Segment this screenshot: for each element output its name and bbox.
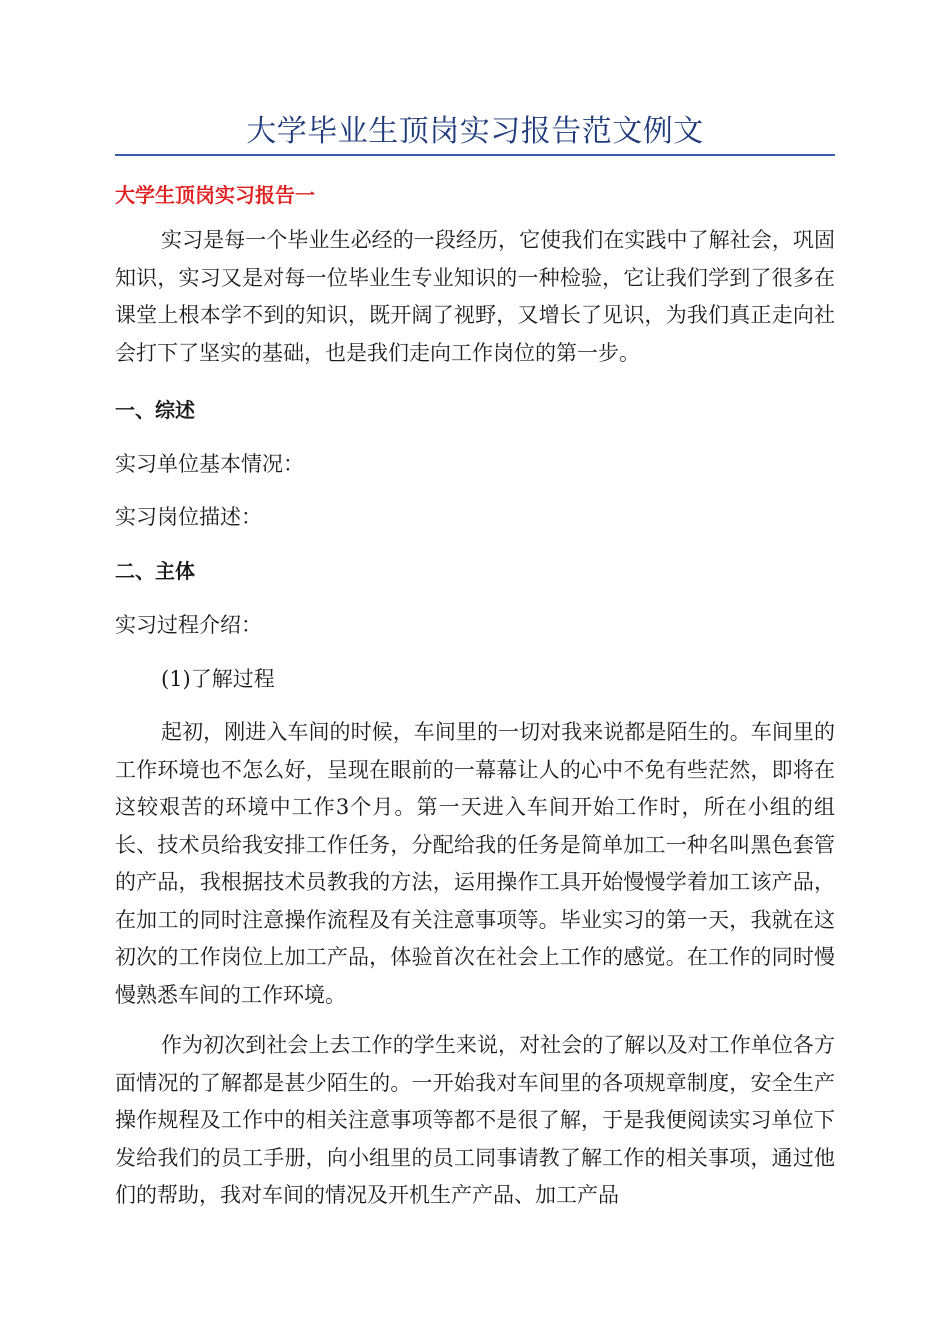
- body-paragraph-2: 起初，刚进入车间的时候，车间里的一切对我来说都是陌生的。车间里的工作环境也不怎么好，呈现在眼前的一幕幕让人的心中不免有些茫然，即将在这较艰苦的环境中工作3个月。第一天进入车间开始工作时，所在小组的组长、技术员给我安排工作任务，分配给我的任务是简单加工一种名叫黑色套管的产品，我根据技术员教我的方法，运用操作工具开始慢慢学着加工该产品，在加工的同时注意操作流程及有关注意事项等。毕业实习的第一天，我就在这初次的工作岗位上加工产品，体验首次在社会上工作的感觉。在工作的同时慢慢熟悉车间的工作环境。: [115, 720, 835, 1007]
- heading-main-body: 二、主体: [115, 559, 195, 583]
- body-paragraph-3: 作为初次到社会上去工作的学生来说，对社会的了解以及对工作单位各方面情况的了解都是甚少陌生的。一开始我对车间里的各项规章制度，安全生产操作规程及工作中的相关注意事项等都不是很了解，于是我便阅读实习单位下发给我们的员工手册，向小组里的员工同事请教了解工作的相关事项，通过他们的帮助，我对车间的情况及开机生产产品、加工产品: [115, 1033, 835, 1207]
- unit-info-label: 实习单位基本情况：: [115, 452, 304, 476]
- intro-paragraph: 实习是每一个毕业生必经的一段经历，它使我们在实践中了解社会，巩固知识，实习又是对每一位毕业生专业知识的一种检验，它让我们学到了很多在课堂上根本学不到的知识，既开阔了视野，又增长了见识，为我们真正走向社会打下了坚实的基础，也是我们走向工作岗位的第一步。: [115, 228, 835, 365]
- document-title: 大学毕业生顶岗实习报告范文例文: [246, 114, 704, 149]
- report-subtitle: 大学生顶岗实习报告一: [115, 183, 315, 207]
- heading-overview: 一、综述: [115, 398, 195, 422]
- sub-item-understanding: (1)了解过程: [161, 667, 275, 691]
- title-underline: [115, 154, 835, 156]
- position-label: 实习岗位描述：: [115, 505, 262, 529]
- process-label: 实习过程介绍：: [115, 613, 262, 637]
